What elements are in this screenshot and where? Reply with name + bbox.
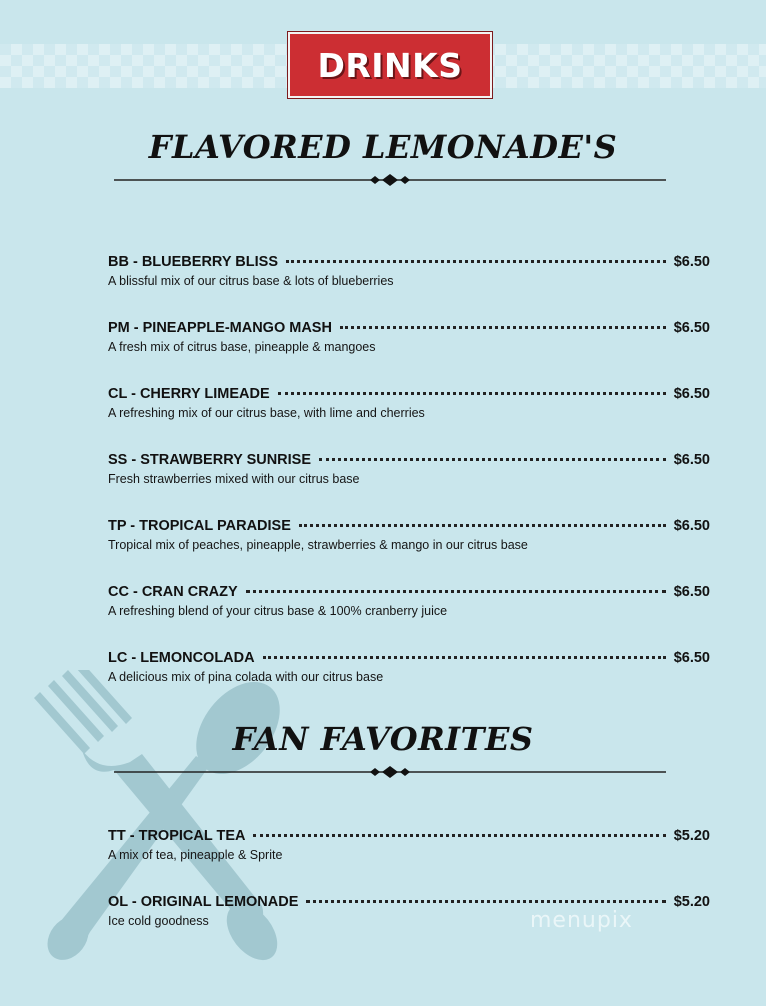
banner-label: DRINKS (317, 45, 463, 85)
section-title-fan-favorites: FAN FAVORITES (232, 720, 534, 758)
drinks-banner (288, 32, 492, 98)
item-description: Tropical mix of peaches, pineapple, strawberries & mango in our citrus base (108, 538, 528, 552)
item-description: A fresh mix of citrus base, pineapple & mangoes (108, 340, 376, 354)
dot-leader (253, 834, 665, 837)
item-name: SS - STRAWBERRY SUNRISE (108, 452, 312, 468)
divider-diamond-icon (114, 174, 666, 186)
item-price: $6.50 (673, 518, 710, 534)
item-name: CL - CHERRY LIMEADE (108, 386, 270, 402)
divider-diamond-icon (114, 766, 666, 778)
item-price: $6.50 (673, 254, 710, 270)
item-price: $5.20 (673, 894, 710, 910)
item-name: OL - ORIGINAL LEMONADE (108, 894, 299, 910)
item-name: BB - BLUEBERRY BLISS (108, 254, 278, 270)
dot-leader (306, 900, 665, 903)
item-description: Fresh strawberries mixed with our citrus base (108, 472, 360, 486)
menu-item (108, 650, 710, 684)
menu-item (108, 452, 710, 486)
menu-item (108, 320, 710, 354)
dot-leader (319, 458, 666, 461)
dot-leader (278, 392, 666, 395)
item-price: $6.50 (673, 320, 710, 336)
item-description: A refreshing mix of our citrus base, with lime and cherries (108, 406, 425, 420)
item-price: $6.50 (673, 386, 710, 402)
dot-leader (246, 590, 666, 593)
dot-leader (340, 326, 666, 329)
dot-leader (263, 656, 666, 659)
item-name: TP - TROPICAL PARADISE (108, 518, 291, 534)
menu-item (108, 254, 710, 288)
watermark: menupix (530, 908, 633, 933)
item-price: $5.20 (673, 828, 710, 844)
menu-item (108, 828, 710, 862)
section-title-flavored-lemonades: FLAVORED LEMONADE'S (148, 128, 618, 166)
menu-item (108, 584, 710, 618)
item-description: A delicious mix of pina colada with our citrus base (108, 670, 384, 684)
item-name: PM - PINEAPPLE-MANGO MASH (108, 320, 332, 336)
item-name: CC - CRAN CRAZY (108, 584, 238, 600)
item-description: A mix of tea, pineapple & Sprite (108, 848, 283, 862)
dot-leader (286, 260, 666, 263)
menu-item (108, 386, 710, 420)
item-price: $6.50 (673, 452, 710, 468)
menu-item (108, 518, 710, 552)
item-name: LC - LEMONCOLADA (108, 650, 255, 666)
item-description: Ice cold goodness (108, 914, 209, 928)
item-description: A blissful mix of our citrus base & lots of blueberries (108, 274, 394, 288)
item-description: A refreshing blend of your citrus base & 100% cranberry juice (108, 604, 448, 618)
item-name: TT - TROPICAL TEA (108, 828, 246, 844)
item-price: $6.50 (673, 650, 710, 666)
item-price: $6.50 (673, 584, 710, 600)
dot-leader (299, 524, 666, 527)
